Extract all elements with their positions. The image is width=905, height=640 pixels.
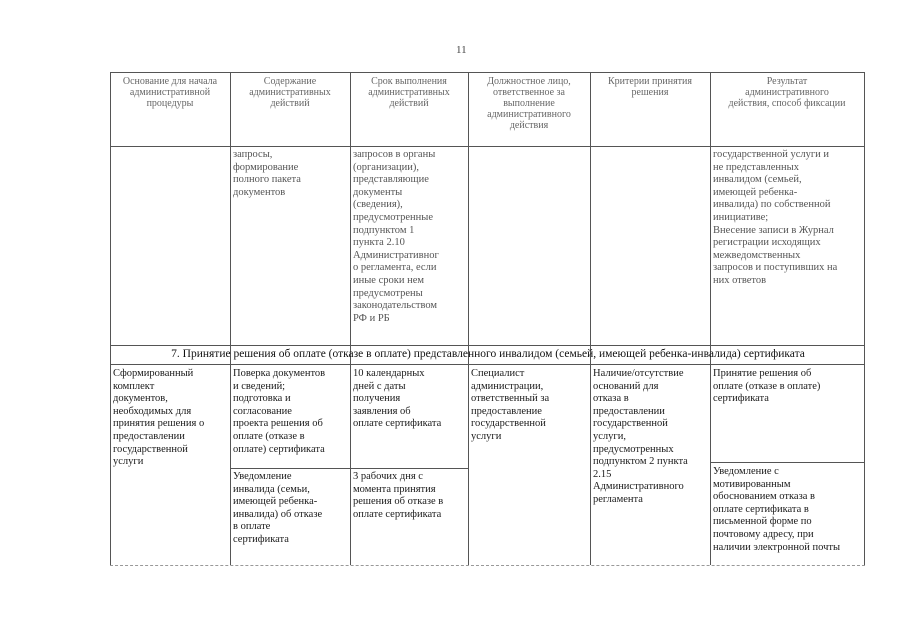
row2-term-cell-a: 10 календарных дней с даты получения заявления об оплате сертификата bbox=[353, 368, 442, 430]
row1-content-cell: запросы, формирование полного пакета документов bbox=[233, 149, 301, 198]
section-title: 7. Принятие решения об оплате (отказе в оплате) представленного инвалидом (семьей, имеющей ребенка-инвалида) сертификата bbox=[171, 348, 805, 360]
row2-criteria-cell: Наличие/отсутствие оснований для отказа в предоставлении государственной услуги, предусмотренных подпунктом 2 пункта 2.15 Административного регламента bbox=[593, 368, 688, 505]
row-split-col6 bbox=[710, 462, 865, 463]
table-top-border bbox=[110, 72, 865, 73]
col-border-0 bbox=[110, 72, 111, 565]
header-cell-term: Срок выполнения административных действий bbox=[368, 76, 450, 109]
row2-result-cell-a: Принятие решения об оплате (отказе в оплате) сертификата bbox=[713, 368, 821, 405]
col-border-6 bbox=[864, 72, 865, 565]
row2-basis-cell: Сформированный комплект документов, необходимых для принятия решения о предоставлении государственной услуги bbox=[113, 368, 205, 468]
row2-responsible-cell: Специалист администрации, ответственный за предоставление государственной услуги bbox=[471, 368, 550, 442]
page-number: 11 bbox=[456, 44, 467, 56]
table-bottom-border bbox=[110, 565, 865, 566]
header-cell-basis: Основание для начала административной процедуры bbox=[122, 76, 218, 109]
header-cell-responsible: Должностное лицо, ответственное за выполнение административного действия bbox=[487, 76, 571, 131]
section-top-border bbox=[110, 345, 865, 346]
row-split-col2-col3 bbox=[230, 468, 468, 469]
row2-term-cell-b: 3 рабочих дня с момента принятия решения об отказе в оплате сертификата bbox=[353, 471, 444, 520]
row1-result-cell: государственной услуги и не представленных инвалидом (семьей, имеющей ребенка- инвалида) по собственной инициативе; Внесение записи в Журнал регистрации исходящих межведомственных запросов и поступивших на них ответов bbox=[713, 149, 838, 286]
row2-content-cell-b: Уведомление инвалида (семьи, имеющей ребенка- инвалида) об отказе в оплате сертификата bbox=[233, 471, 323, 545]
row2-result-cell-b: Уведомление с мотивированным обоснованием отказа в оплате сертификата в письменной форме по почтовому адресу, при наличии электронной почты bbox=[713, 466, 841, 553]
header-bottom-border bbox=[110, 146, 865, 147]
section-bottom-border bbox=[110, 364, 865, 365]
row2-content-cell-a: Поверка документов и сведений; подготовка и согласование проекта решения об оплате (отказе в оплате) сертификата bbox=[233, 368, 326, 455]
header-cell-criteria: Критерии принятия решения bbox=[607, 76, 692, 98]
row1-term-cell: запросов в органы (организации), представляющие документы (сведения), предусмотренные подпунктом 1 пункта 2.10 Административног о регламента, если иные сроки нем предусмотрены законодательством РФ и РБ bbox=[353, 149, 439, 324]
col-border-3 bbox=[468, 72, 469, 565]
header-cell-content: Содержание административных действий bbox=[249, 76, 331, 109]
header-cell-result: Результат административного действия, способ фиксации bbox=[728, 76, 846, 109]
